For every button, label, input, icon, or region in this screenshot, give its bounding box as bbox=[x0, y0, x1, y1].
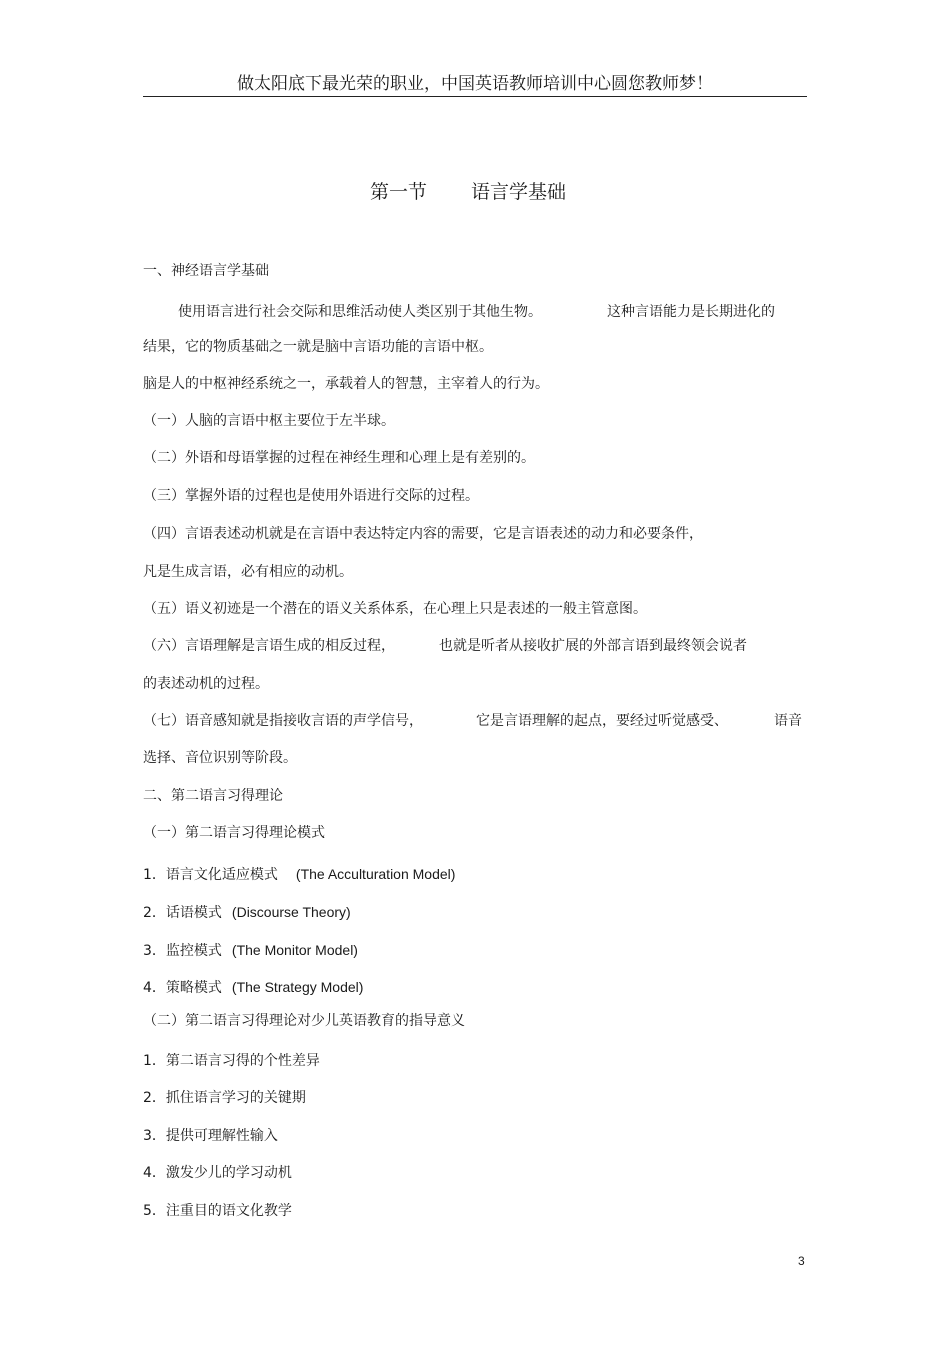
list-item: （三）掌握外语的过程也是使用外语进行交际的过程。 bbox=[143, 488, 479, 504]
guide-text: 激发少儿的学习动机 bbox=[165, 1165, 292, 1181]
paragraph-line: 使用语言进行社会交际和思维活动使人类区别于其他生物。 bbox=[178, 304, 542, 320]
guide-item bbox=[143, 1129, 278, 1143]
guide-text: 第二语言习得的个性差异 bbox=[165, 1053, 320, 1069]
model-item bbox=[143, 980, 363, 995]
guide-text: 抓住语言学习的关键期 bbox=[165, 1090, 306, 1106]
list-item: （五）语义初迹是一个潜在的语义关系体系，在心理上只是表述的一般主管意图。 bbox=[143, 601, 647, 617]
model-name: 语言文化适应模式 bbox=[165, 867, 278, 883]
list-item-continued: 凡是生成言语，必有相应的动机。 bbox=[143, 564, 353, 580]
section-number: 第一节 bbox=[370, 181, 428, 203]
guide-number: 4． bbox=[143, 1165, 166, 1181]
guide-text: 注重目的语文化教学 bbox=[165, 1203, 292, 1219]
section2-heading: 二、第二语言习得理论 bbox=[143, 788, 283, 804]
model-item bbox=[143, 867, 455, 882]
guide-number: 5． bbox=[143, 1203, 166, 1219]
list-item: 也就是听者从接收扩展的外部言语到最终领会说者 bbox=[439, 638, 747, 654]
guide-item bbox=[143, 1166, 292, 1180]
page-title: 语言学基础 bbox=[471, 181, 567, 203]
list-item-continued: 选择、音位识别等阶段。 bbox=[143, 750, 297, 766]
guide-item bbox=[143, 1091, 306, 1105]
list-item: （一）人脑的言语中枢主要位于左半球。 bbox=[143, 413, 395, 429]
list-item: （七）语音感知就是指接收言语的声学信号， bbox=[143, 713, 423, 729]
page-number: 3 bbox=[798, 1254, 805, 1268]
guide-text: 提供可理解性输入 bbox=[165, 1128, 278, 1144]
model-name: 监控模式 bbox=[165, 943, 222, 959]
subsection-heading: （一）第二语言习得理论模式 bbox=[143, 825, 325, 841]
list-item: （四）言语表述动机就是在言语中表达特定内容的需要，它是言语表述的动力和必要条件， bbox=[143, 526, 703, 542]
page-header: 做太阳底下最光荣的职业，中国英语教师培训中心圆您教师梦！ bbox=[237, 74, 713, 94]
model-number: 4． bbox=[143, 980, 166, 996]
section1-heading: 一、神经语言学基础 bbox=[143, 263, 269, 279]
model-name: 话语模式 bbox=[165, 905, 222, 921]
guide-number: 1． bbox=[143, 1053, 166, 1069]
list-item: 语音 bbox=[774, 713, 802, 729]
model-number: 2． bbox=[143, 905, 166, 921]
subsection-heading: （二）第二语言习得理论对少儿英语教育的指导意义 bbox=[143, 1013, 465, 1029]
paragraph-line: 这种言语能力是长期进化的 bbox=[607, 304, 775, 320]
paragraph-line: 结果，它的物质基础之一就是脑中言语功能的言语中枢。 bbox=[143, 339, 493, 355]
model-number: 1． bbox=[143, 867, 166, 883]
list-item: 它是言语理解的起点，要经过听觉感受、 bbox=[476, 713, 728, 729]
guide-number: 2． bbox=[143, 1090, 166, 1106]
guide-item bbox=[143, 1054, 320, 1068]
model-number: 3． bbox=[143, 943, 166, 959]
list-item: （六）言语理解是言语生成的相反过程， bbox=[143, 638, 395, 654]
model-item bbox=[143, 905, 351, 920]
model-name: 策略模式 bbox=[165, 980, 222, 996]
list-item: （二）外语和母语掌握的过程在神经生理和心理上是有差别的。 bbox=[143, 450, 535, 466]
paragraph-line: 脑是人的中枢神经系统之一，承载着人的智慧，主宰着人的行为。 bbox=[143, 376, 549, 392]
model-item bbox=[143, 943, 358, 958]
model-english: (The Strategy Model) bbox=[231, 979, 364, 995]
model-english: (Discourse Theory) bbox=[231, 904, 351, 920]
model-english: (The Acculturation Model) bbox=[295, 866, 456, 882]
header-rule bbox=[143, 96, 807, 97]
model-english: (The Monitor Model) bbox=[231, 942, 358, 958]
guide-item bbox=[143, 1204, 292, 1218]
list-item-continued: 的表述动机的过程。 bbox=[143, 676, 269, 692]
guide-number: 3． bbox=[143, 1128, 166, 1144]
